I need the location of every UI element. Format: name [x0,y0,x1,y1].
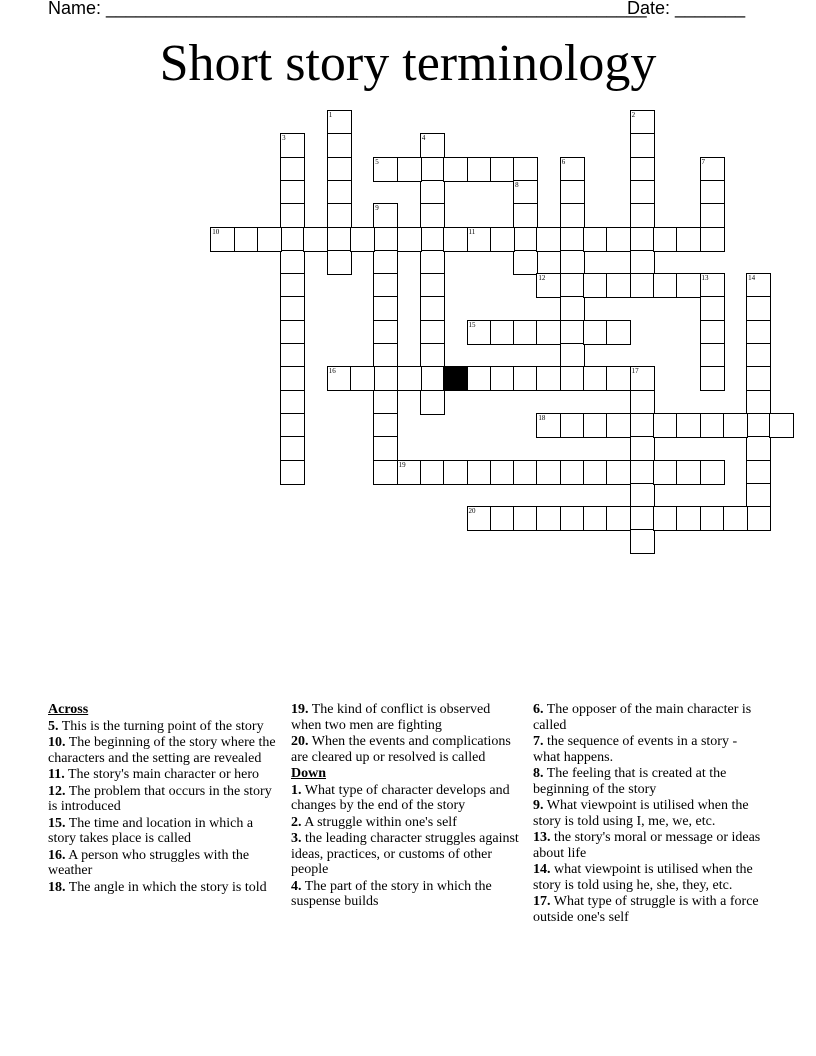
grid-cell[interactable] [630,390,655,415]
grid-cell[interactable] [280,366,305,391]
grid-cell[interactable] [420,320,445,345]
clue-number: 5 [375,157,379,166]
grid-cell[interactable] [583,460,608,485]
grid-cell[interactable] [513,320,538,345]
grid-cell[interactable] [746,390,771,415]
grid-cell[interactable] [490,506,515,531]
grid-cell[interactable] [700,343,725,368]
grid-cell[interactable] [467,320,492,345]
clue-down-2: 2. A struggle within one's self [291,814,457,830]
clue-across-5: 5. This is the turning point of the story [48,718,264,734]
clue-across-10: 10. The beginning of the story where the characters and the setting are revealed [48,735,276,766]
clues-column-1 [48,702,276,896]
grid-cell[interactable] [373,250,398,275]
grid-cell[interactable] [327,180,352,205]
grid-cell[interactable] [350,227,375,252]
grid-cell[interactable] [303,227,328,252]
grid-block [443,366,468,391]
grid-cell[interactable] [420,273,445,298]
grid-cell[interactable] [443,157,468,182]
date-field-label: Date: _______ [627,0,746,18]
grid-cell[interactable] [467,460,492,485]
grid-cell[interactable] [397,227,422,252]
grid-cell[interactable] [373,413,398,438]
grid-cell[interactable] [327,366,352,391]
grid-cell[interactable] [420,343,445,368]
grid-cell[interactable] [280,227,305,252]
grid-cell[interactable] [700,413,725,438]
clue-across-20: 20. When the events and complications are cleared up or resolved is called [291,734,511,765]
grid-cell[interactable] [560,506,585,531]
grid-cell[interactable] [420,366,445,391]
grid-cell[interactable] [746,320,771,345]
grid-cell[interactable] [467,227,492,252]
grid-cell[interactable] [536,273,561,298]
clue-down-6: 6. The opposer of the main character is called [533,702,752,733]
clue-down-8: 8. The feeling that is created at the beginning of the story [533,766,727,797]
clue-number: 2 [631,111,636,119]
grid-cell[interactable] [676,460,701,485]
grid-cell[interactable] [746,296,771,321]
clue-number: 8 [515,180,519,189]
grid-cell[interactable] [560,413,585,438]
clue-number: 10 [212,227,220,236]
grid-cell[interactable] [560,343,585,368]
grid-cell[interactable] [420,296,445,321]
grid-cell[interactable] [630,110,655,135]
grid-cell[interactable] [420,460,445,485]
grid-cell[interactable] [746,483,771,508]
clue-number: 1 [328,111,333,119]
grid-cell[interactable] [630,483,655,508]
grid-cell[interactable] [280,203,305,228]
grid-cell[interactable] [746,506,771,531]
grid-cell[interactable] [420,180,445,205]
grid-cell[interactable] [420,157,445,182]
grid-cell[interactable] [536,366,561,391]
clue-across-15: 15. The time and location in which a story takes place is called [48,815,254,846]
grid-cell[interactable] [769,413,794,438]
grid-cell[interactable] [280,413,305,438]
clue-number: 20 [468,507,476,516]
grid-cell[interactable] [676,506,701,531]
grid-cell[interactable] [327,133,352,158]
grid-cell[interactable] [536,413,561,438]
clue-across-18: 18. The angle in which the story is told [48,879,267,895]
grid-cell[interactable] [700,180,725,205]
clue-across-16: 16. A person who struggles with the weather [48,847,250,878]
grid-cell[interactable] [653,227,678,252]
grid-cell[interactable] [327,110,352,135]
grid-cell[interactable] [373,436,398,461]
clue-across-12: 12. The problem that occurs in the story is introduced [48,783,272,814]
grid-cell[interactable] [630,227,655,252]
clue-number: 11 [468,227,476,236]
grid-cell[interactable] [327,250,352,275]
grid-cell[interactable] [700,460,725,485]
grid-cell[interactable] [676,273,701,298]
grid-cell[interactable] [513,366,538,391]
name-field-label: Name: ______________________________________________________ [48,0,647,18]
grid-cell[interactable] [420,133,445,158]
clue-number: 19 [398,460,406,469]
grid-cell[interactable] [630,203,655,228]
clue-down-17: 17. What type of struggle is with a force outside one's self [533,894,759,925]
clue-number: 14 [748,274,756,283]
grid-cell[interactable] [630,506,655,531]
grid-cell[interactable] [210,227,235,252]
grid-cell[interactable] [467,157,492,182]
clue-number: 18 [538,413,546,422]
grid-cell[interactable] [257,227,282,252]
grid-cell[interactable] [746,460,771,485]
grid-cell[interactable] [653,460,678,485]
grid-cell[interactable] [583,227,608,252]
grid-cell[interactable] [560,227,585,252]
grid-cell[interactable] [700,296,725,321]
grid-cell[interactable] [373,273,398,298]
grid-cell[interactable] [373,227,398,252]
clue-down-4: 4. The part of the story in which the suspense builds [291,878,492,909]
grid-cell[interactable] [560,180,585,205]
grid-cell[interactable] [327,227,352,252]
grid-cell[interactable] [536,320,561,345]
grid-cell[interactable] [630,250,655,275]
grid-cell[interactable] [746,436,771,461]
grid-cell[interactable] [723,506,748,531]
grid-cell[interactable] [653,413,678,438]
clue-number: 17 [631,367,639,376]
grid-cell[interactable] [280,296,305,321]
clue-down-3: 3. the leading character struggles against ideas, practices, or customs of other people [291,831,519,877]
grid-cell[interactable] [560,320,585,345]
grid-cell[interactable] [373,203,398,228]
grid-cell[interactable] [583,273,608,298]
grid-cell[interactable] [560,296,585,321]
across-heading: Across [48,702,89,717]
grid-cell[interactable] [280,273,305,298]
grid-cell[interactable] [490,320,515,345]
grid-cell[interactable] [700,157,725,182]
grid-cell[interactable] [513,157,538,182]
grid-cell[interactable] [700,227,725,252]
grid-cell[interactable] [490,157,515,182]
clue-number: 4 [421,134,426,143]
grid-cell[interactable] [653,506,678,531]
grid-cell[interactable] [560,203,585,228]
grid-cell[interactable] [630,436,655,461]
grid-cell[interactable] [583,320,608,345]
grid-cell[interactable] [606,413,631,438]
grid-cell[interactable] [560,366,585,391]
grid-cell[interactable] [280,460,305,485]
grid-cell[interactable] [606,506,631,531]
grid-cell[interactable] [373,343,398,368]
grid-cell[interactable] [373,157,398,182]
grid-cell[interactable] [630,133,655,158]
grid-cell[interactable] [280,436,305,461]
grid-cell[interactable] [723,413,748,438]
grid-cell[interactable] [606,460,631,485]
grid-cell[interactable] [373,366,398,391]
clues-column-3 [533,702,763,926]
grid-cell[interactable] [630,366,655,391]
grid-cell[interactable] [630,180,655,205]
grid-cell[interactable] [443,227,468,252]
grid-cell[interactable] [397,366,422,391]
page-title: Short story terminology [159,35,657,92]
grid-cell[interactable] [373,390,398,415]
grid-cell[interactable] [560,157,585,182]
clue-down-9: 9. What viewpoint is utilised when the story is told using I, me, we, etc. [533,798,749,829]
grid-cell[interactable] [280,180,305,205]
grid-cell[interactable] [420,227,445,252]
grid-cell[interactable] [700,366,725,391]
grid-cell[interactable] [234,227,259,252]
grid-cell[interactable] [560,250,585,275]
grid-cell[interactable] [606,227,631,252]
grid-cell[interactable] [513,227,538,252]
grid-cell[interactable] [630,529,655,554]
grid-cell[interactable] [560,273,585,298]
grid-cell[interactable] [700,273,725,298]
grid-cell[interactable] [630,157,655,182]
grid-cell[interactable] [746,273,771,298]
grid-cell[interactable] [280,250,305,275]
grid-cell[interactable] [676,413,701,438]
grid-cell[interactable] [513,203,538,228]
grid-cell[interactable] [490,227,515,252]
clue-number: 9 [375,204,379,213]
grid-cell[interactable] [373,296,398,321]
grid-cell[interactable] [280,390,305,415]
clue-across-19: 19. The kind of conflict is observed when two men are fighting [291,702,491,733]
clue-down-14: 14. what viewpoint is utilised when the story is told using he, she, they, etc. [533,862,753,893]
grid-cell[interactable] [513,180,538,205]
clue-across-11: 11. The story's main character or hero [48,767,260,782]
grid-cell[interactable] [536,227,561,252]
grid-cell[interactable] [513,460,538,485]
grid-cell[interactable] [746,413,771,438]
grid-cell[interactable] [420,203,445,228]
grid-cell[interactable] [630,460,655,485]
grid-cell[interactable] [583,366,608,391]
grid-cell[interactable] [420,390,445,415]
grid-cell[interactable] [676,227,701,252]
clue-number: 13 [701,274,709,283]
grid-cell[interactable] [397,157,422,182]
grid-cell[interactable] [467,506,492,531]
down-heading: Down [291,766,327,781]
grid-cell[interactable] [420,250,445,275]
grid-cell[interactable] [327,203,352,228]
grid-cell[interactable] [583,506,608,531]
grid-cell[interactable] [443,460,468,485]
grid-cell[interactable] [630,413,655,438]
clue-down-1: 1. What type of character develops and changes by the end of the story [291,782,510,813]
grid-cell[interactable] [536,506,561,531]
grid-cell[interactable] [467,366,492,391]
grid-cell[interactable] [280,133,305,158]
grid-cell[interactable] [606,273,631,298]
grid-cell[interactable] [373,460,398,485]
clues-column-2 [291,702,521,911]
grid-cell[interactable] [490,460,515,485]
grid-cell[interactable] [606,366,631,391]
clue-down-13: 13. the story's moral or message or ideas about life [533,830,761,861]
grid-cell[interactable] [583,413,608,438]
grid-cell[interactable] [746,366,771,391]
grid-cell[interactable] [560,460,585,485]
grid-cell[interactable] [490,366,515,391]
grid-cell[interactable] [397,460,422,485]
grid-cell[interactable] [746,343,771,368]
grid-cell[interactable] [350,366,375,391]
clue-number: 7 [701,157,705,166]
clue-number: 6 [561,157,566,166]
grid-cell[interactable] [280,343,305,368]
grid-cell[interactable] [536,460,561,485]
clue-number: 12 [538,274,546,283]
grid-cell[interactable] [513,506,538,531]
grid-cell[interactable] [280,320,305,345]
clue-number: 3 [282,134,286,143]
grid-cell[interactable] [700,506,725,531]
grid-cell[interactable] [513,250,538,275]
grid-cell[interactable] [700,320,725,345]
clue-number: 15 [468,320,476,329]
grid-cell[interactable] [606,320,631,345]
grid-cell[interactable] [373,320,398,345]
clue-down-7: 7. the sequence of events in a story - what happens. [533,734,738,765]
grid-cell[interactable] [630,273,655,298]
grid-cell[interactable] [700,203,725,228]
grid-cell[interactable] [280,157,305,182]
clue-number: 16 [328,367,336,376]
grid-cell[interactable] [653,273,678,298]
grid-cell[interactable] [327,157,352,182]
